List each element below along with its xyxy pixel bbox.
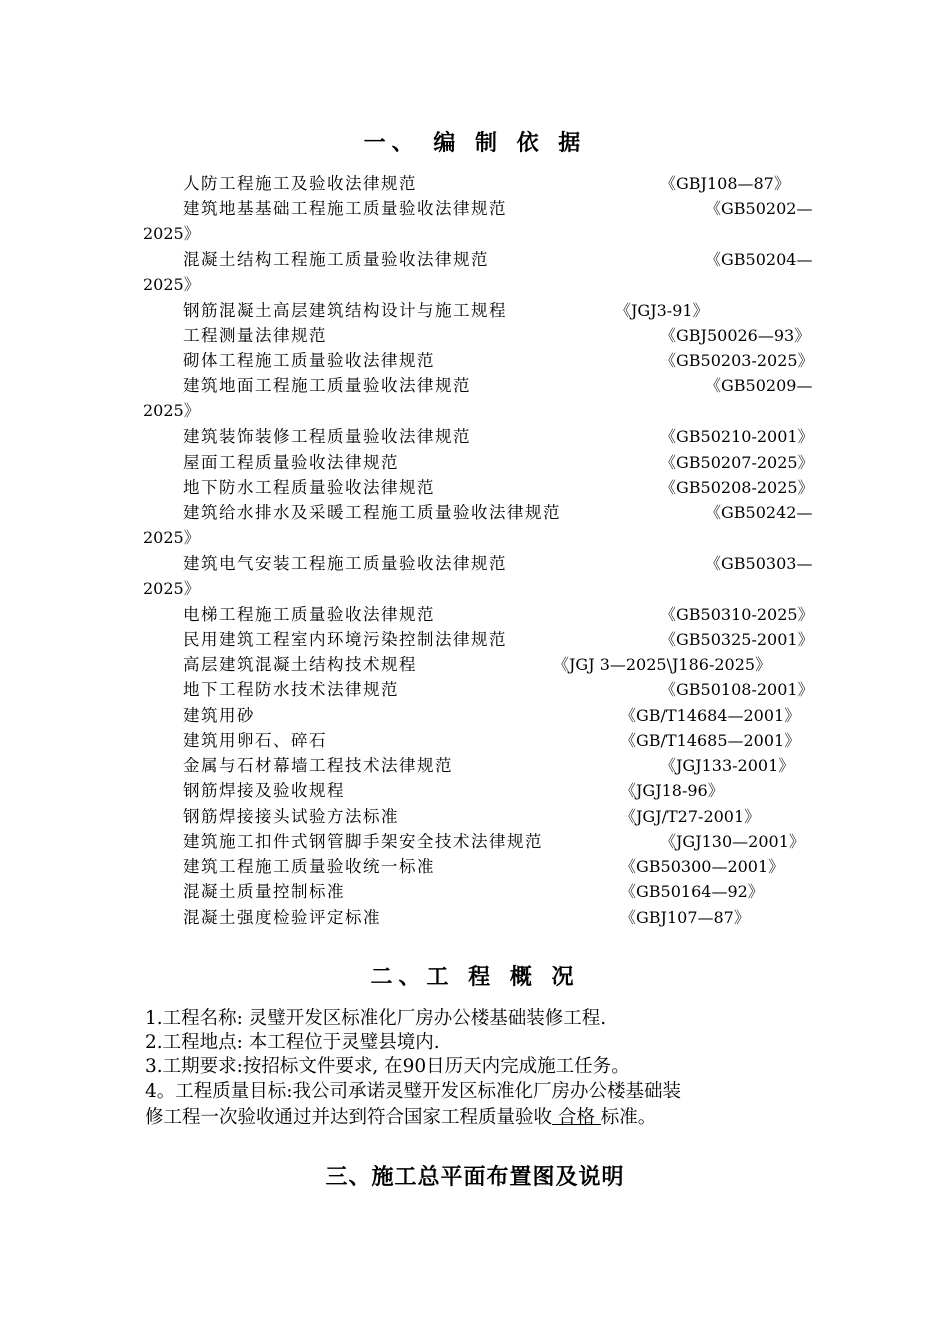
standard-code: 《JGJ/T27-2001》 — [620, 807, 761, 826]
standard-item — [0, 905, 950, 930]
standard-item — [0, 677, 950, 702]
standard-code-continuation: 2025》 — [143, 401, 200, 420]
standard-code: 《JGJ130—2001》 — [660, 832, 805, 851]
standard-item — [0, 171, 950, 196]
section2-title: 二、工 程 概 况 — [370, 964, 580, 990]
standard-item — [0, 778, 950, 803]
standard-name: 建筑给水排水及采暖工程施工质量验收法律规范 — [183, 503, 561, 522]
project-name-line: 1.工程名称: 灵璧开发区标准化厂房办公楼基础装修工程. — [145, 1008, 607, 1029]
standard-name: 混凝土强度检验评定标准 — [183, 908, 381, 927]
standard-code: 《GB/T14685—2001》 — [620, 731, 801, 750]
standard-name: 建筑地面工程施工质量验收法律规范 — [183, 376, 471, 395]
standard-item — [0, 879, 950, 904]
standard-item — [0, 247, 950, 294]
standard-item — [0, 424, 950, 449]
standard-code: 《JGJ 3—2025\J186-2025》 — [553, 655, 772, 674]
standard-code: 《GBJ50026—93》 — [660, 326, 811, 345]
standard-item — [0, 753, 950, 778]
quality-goal-line-1: 4。工程质量目标:我公司承诺灵璧开发区标准化厂房办公楼基础装 — [145, 1081, 682, 1102]
standard-code: 《JGJ133-2001》 — [660, 756, 795, 775]
standard-code-continuation: 2025》 — [143, 275, 200, 294]
standard-name: 建筑施工扣件式钢管脚手架安全技术法律规范 — [183, 832, 543, 851]
standard-code: 《GB50207-2025》 — [660, 453, 814, 472]
standard-name: 建筑用卵石、碎石 — [183, 731, 327, 750]
standard-code: 《GB50209— — [705, 376, 813, 395]
standard-code: 《GB50300—2001》 — [620, 857, 785, 876]
standard-item — [0, 373, 950, 420]
standard-name: 钢筋焊接及验收规程 — [183, 781, 345, 800]
quality-goal-text: 修工程一次验收通过并达到符合国家工程质量验收 — [145, 1107, 553, 1128]
standard-name: 电梯工程施工质量验收法律规范 — [183, 605, 435, 624]
standard-name: 建筑用砂 — [183, 706, 255, 725]
quality-goal-line-2 — [145, 1106, 656, 1130]
project-location-line: 2.工程地点: 本工程位于灵璧县境内. — [145, 1032, 440, 1053]
standard-name: 混凝土结构工程施工质量验收法律规范 — [183, 250, 489, 269]
standard-item — [0, 348, 950, 373]
standard-code: 《GB50108-2001》 — [660, 680, 814, 699]
standard-name: 砌体工程施工质量验收法律规范 — [183, 351, 435, 370]
section1-title: 一、 编 制 依 据 — [363, 130, 587, 156]
standard-item — [0, 298, 950, 323]
standard-code: 《GB50303— — [705, 554, 813, 573]
standard-code: 《GB50325-2001》 — [660, 630, 814, 649]
standard-code-continuation: 2025》 — [143, 224, 200, 243]
standard-code: 《GB50210-2001》 — [660, 427, 814, 446]
standard-item — [0, 652, 950, 677]
standard-name: 钢筋焊接接头试验方法标准 — [183, 807, 399, 826]
standard-code: 《GB50164—92》 — [620, 882, 764, 901]
standard-code: 《GB/T14684—2001》 — [620, 706, 801, 725]
standard-code: 《GB50242— — [705, 503, 813, 522]
standard-code-continuation: 2025》 — [143, 579, 200, 598]
standard-item — [0, 728, 950, 753]
standard-item — [0, 703, 950, 728]
standard-item — [0, 475, 950, 500]
standard-code: 《GB50203-2025》 — [660, 351, 814, 370]
standard-name: 民用建筑工程室内环境污染控制法律规范 — [183, 630, 507, 649]
standard-name: 建筑电气安装工程施工质量验收法律规范 — [183, 554, 507, 573]
standard-item — [0, 829, 950, 854]
standard-item — [0, 450, 950, 475]
standard-name: 混凝土质量控制标准 — [183, 882, 345, 901]
standard-item — [0, 627, 950, 652]
standard-name: 建筑地基基础工程施工质量验收法律规范 — [183, 199, 507, 218]
standard-name: 人防工程施工及验收法律规范 — [183, 174, 417, 193]
standard-code: 《GB50310-2025》 — [660, 605, 814, 624]
standard-code: 《JGJ18-96》 — [620, 781, 724, 800]
standard-item — [0, 323, 950, 348]
standard-name: 屋面工程质量验收法律规范 — [183, 453, 399, 472]
section3-title: 三、施工总平面布置图及说明 — [325, 1164, 625, 1190]
standard-name: 地下防水工程质量验收法律规范 — [183, 478, 435, 497]
standard-item — [0, 804, 950, 829]
standard-name: 钢筋混凝土高层建筑结构设计与施工规程 — [183, 301, 507, 320]
standard-code: 《GBJ108—87》 — [660, 174, 790, 193]
standard-item — [0, 854, 950, 879]
standard-code: 《GB50208-2025》 — [660, 478, 814, 497]
standard-name: 工程测量法律规范 — [183, 326, 327, 345]
standard-name: 高层建筑混凝土结构技术规程 — [183, 655, 417, 674]
standard-code: 《JGJ3-91》 — [615, 301, 709, 320]
standard-code-continuation: 2025》 — [143, 528, 200, 547]
standard-item — [0, 196, 950, 243]
standard-name: 建筑工程施工质量验收统一标准 — [183, 857, 435, 876]
standard-code: 《GB50202— — [705, 199, 813, 218]
quality-goal-suffix: 标准。 — [600, 1107, 657, 1128]
schedule-line: 3.工期要求:按招标文件要求, 在90日历天内完成施工任务。 — [145, 1056, 630, 1077]
standard-code: 《GB50204— — [705, 250, 813, 269]
standard-item — [0, 602, 950, 627]
standard-name: 建筑装饰装修工程质量验收法律规范 — [183, 427, 471, 446]
standard-item — [0, 551, 950, 598]
quality-grade-underlined: 合格 — [552, 1107, 601, 1128]
standard-name: 金属与石材幕墙工程技术法律规范 — [183, 756, 453, 775]
standard-code: 《GBJ107—87》 — [620, 908, 750, 927]
standard-item — [0, 500, 950, 547]
standard-name: 地下工程防水技术法律规范 — [183, 680, 399, 699]
